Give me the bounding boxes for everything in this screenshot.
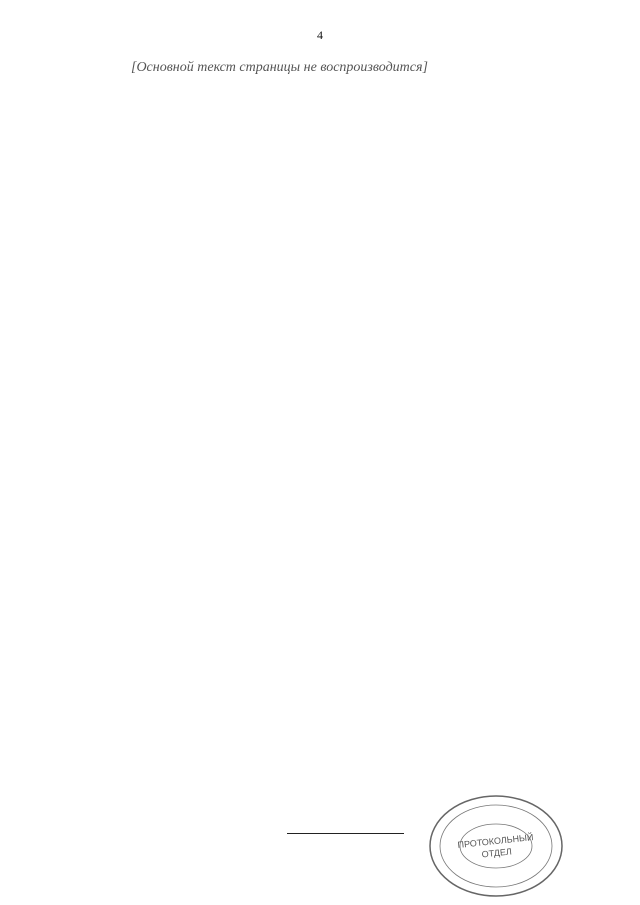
seal-stamp [426,792,566,900]
stamp-label-line1: ПРОТОКОЛЬНЫЙ [457,832,534,850]
body-placeholder: [Основной текст страницы не воспроизводится] [131,60,428,75]
page-number: 4 [317,28,323,42]
signature-line [287,833,404,834]
document-body [93,58,581,83]
stamp-label-line2: ОТДЕЛ [481,846,513,860]
